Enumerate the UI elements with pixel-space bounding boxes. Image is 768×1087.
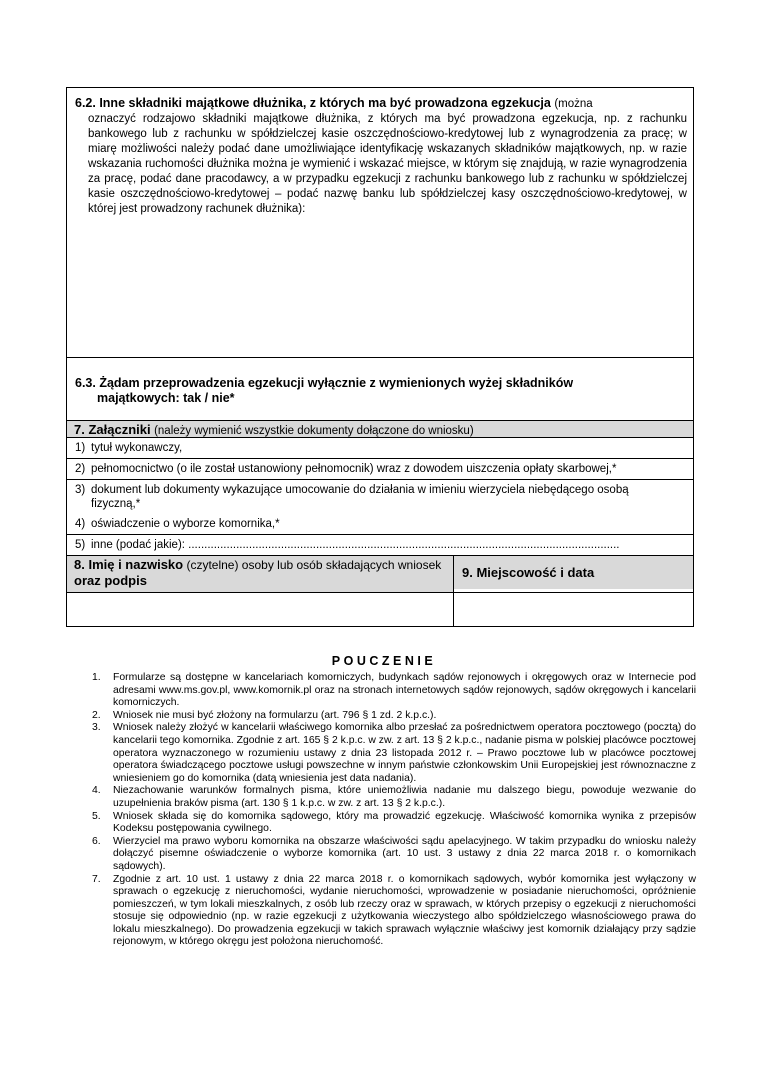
pouczenie-text: Niezachowanie warunków formalnych pisma, które uniemożliwia nadanie mu dalszego biegu, powoduje wezwanie do uzupełnienia braków pisma (art. 130 § 1 k.p.c. w zw. z art. 13 § 2 k.p.c.). [113,785,696,809]
section-9-header [454,556,693,589]
section-9-title: 9. Miejscowość i data [462,565,595,580]
attachment-number: 1) [75,442,86,454]
section-7-title: 7. Załączniki [74,422,151,437]
attachment-number: 2) [75,463,86,475]
attachment-item [67,459,693,480]
attachment-item [67,438,693,459]
attachment-text: pełnomocnictwo (o ile został ustanowiony pełnomocnik) wraz z dowodem uiszczenia opłaty skarbowej,* [91,463,617,475]
section-6-2-title: 6.2. Inne składniki majątkowe dłużnika, z których ma być prowadzona egzekucja [75,96,551,110]
attachments-list [67,438,693,556]
pouczenie-title: POUCZENIE [331,654,437,668]
pouczenie-number: 7. [92,873,101,885]
section-6-3-line1: 6.3. Żądam przeprowadzenia egzekucji wyłącznie z wymienionych wyżej składników [75,376,574,390]
pouczenie-number: 2. [92,709,101,721]
pouczenie-item [92,710,696,723]
section-8-title-bold2: oraz podpis [74,573,147,588]
section-8-title-bold: 8. Imię i nazwisko [74,557,184,572]
pouczenie-number: 3. [92,722,101,734]
attachment-text: inne (podać jakie): ....................................................................................................................................... [91,539,620,551]
pouczenie-number: 4. [92,785,101,797]
section-8-header [67,556,454,592]
pouczenie-text: Formularze są dostępne w kancelariach komorniczych, budynkach sądów rejonowych i okręgowych oraz w Internecie pod adresami www.ms.gov.pl, www.komornik.pl oraz na stronach internetowych sądów rejonowych, sądów okręgowych i kancelarii komorniczych. [113,672,696,709]
pouczenie-text: Wniosek nie musi być złożony na formularzu (art. 796 § 1 zd. 2 k.p.c.). [113,709,437,721]
pouczenie-item [92,722,696,785]
signature-field[interactable] [67,593,454,626]
pouczenie-number: 6. [92,835,101,847]
section-6-2-paren-start: (można [554,98,593,110]
attachment-number: 5) [75,539,86,551]
form-frame [66,87,694,627]
pouczenie-list [92,672,696,949]
pouczenie-text: Wierzyciel ma prawo wyboru komornika na obszarze właściwości sądu apelacyjnego. W takim przypadku do wniosku należy dołączyć pisemne oświadczenie o wyborze komornika (art. 10 ust. 3 ustawy z dnia 22 marca 2018 r. o komornikach sądowych). [113,835,696,872]
pouczenie-text: Zgodnie z art. 10 ust. 1 ustawy z dnia 22 marca 2018 r. o komornikach sądowych, wybór komornika jest wyłączony w sprawach o egzekucję z nieruchomości, wydanie nieruchomości, wprowadzenie w posiadanie nieruchomości, opróżnienie pomieszczeń, w tym lokali mieszkalnych, z osób lub rzeczy oraz w sprawach, w których przepisy o egzekucji z nieruchomości stosuje się odpowiednio (np. w razie egzekucji z użytkowania wieczystego albo spółdzielczego własnościowego prawa do lokalu mieszkalnego). Do prowadzenia egzekucji w takich sprawach wyłącznie właściwy jest komornik działający przy sądzie rejonowym, w którego okręgu jest położona nieruchomość. [113,873,696,948]
pouczenie-text: Wniosek składa się do komornika sądowego, który ma prowadzić egzekucję. Właściwość komornika wynika z przepisów Kodeksu postępowania cywilnego. [113,810,696,835]
pouczenie-number: 1. [92,672,101,683]
pouczenie-number: 5. [92,810,101,822]
section-7-header [67,421,693,438]
signature-fields-row [67,593,693,626]
attachment-item [67,480,693,514]
pouczenie-text: Wniosek należy złożyć w kancelarii właściwego komornika albo przesłać za pośrednictwem operatora pocztowego (pocztą) do kancelarii tego komornika. Zgodnie z art. 165 § 2 k.p.c. w zw. z art. 13 § 2 k.p.c., nadanie pisma w polskiej placówce pocztowej operatora wyznaczonego w rozumieniu ustawy z dnia 23 listopada 2012 r. – Prawo pocztowe lub w placówce pocztowej operatora świadczącego pocztowe usługi powszechne w innym państwie członkowskim Unii Europejskiej jest równoznaczne z wniesieniem go do komornika (datą wniesienia jest data nadania). [113,722,696,784]
attachment-text: oświadczenie o wyborze komornika,* [91,518,280,530]
pouczenie-item [92,785,696,810]
attachment-item [67,514,693,535]
section-6-3-line2: majątkowych: tak / nie* [97,391,235,405]
section-8-title-normal: (czytelne) osoby lub osób składających wniosek [186,558,442,572]
section-6-2[interactable] [67,88,693,358]
pouczenie-item [92,672,696,710]
pouczenie-item [92,836,696,874]
section-6-3[interactable] [67,358,693,421]
attachment-text: tytuł wykonawczy, [91,442,183,454]
place-date-field[interactable] [454,593,693,626]
section-7-paren: (należy wymienić wszystkie dokumenty dołączone do wniosku) [154,425,474,437]
attachment-number: 4) [75,518,86,530]
section-6-2-heading [75,96,687,112]
pouczenie-item [92,811,696,836]
pouczenie-item [92,874,696,950]
signature-header-row [67,556,693,593]
attachment-number: 3) [75,484,86,496]
attachment-item-other[interactable] [67,535,693,556]
section-6-2-instructions: oznaczyć rodzajowo składniki majątkowe dłużnika, z których ma być prowadzona egzekucja, np. z rachunku bankowego lub z rachunku w spółdzielczej kasie oszczędnościowo-kredytowej lub z wynagrodzenia za pracę; w miarę możliwości należy podać dane umożliwiające identyfikację wskazanych składników majątkowych, np. w razie wskazania ruchomości dłużnika można je wymienić i wskazać miejsce, w którym się znajdują, w razie wynagrodzenia za pracę, podać dane pracodawcy, a w przypadku egzekucji z rachunku bankowego lub z rachunku w spółdzielczej kasie oszczędnościowo-kredytowej – podać nazwę banku lub spółdzielczej kasy oszczędnościowo-kredytowej, w której jest prowadzony rachunek dłużnika): [88,113,687,215]
attachment-text: dokument lub dokumenty wykazujące umocowanie do działania w imieniu wierzyciela niebędącego osobą fizyczną,* [91,484,629,510]
